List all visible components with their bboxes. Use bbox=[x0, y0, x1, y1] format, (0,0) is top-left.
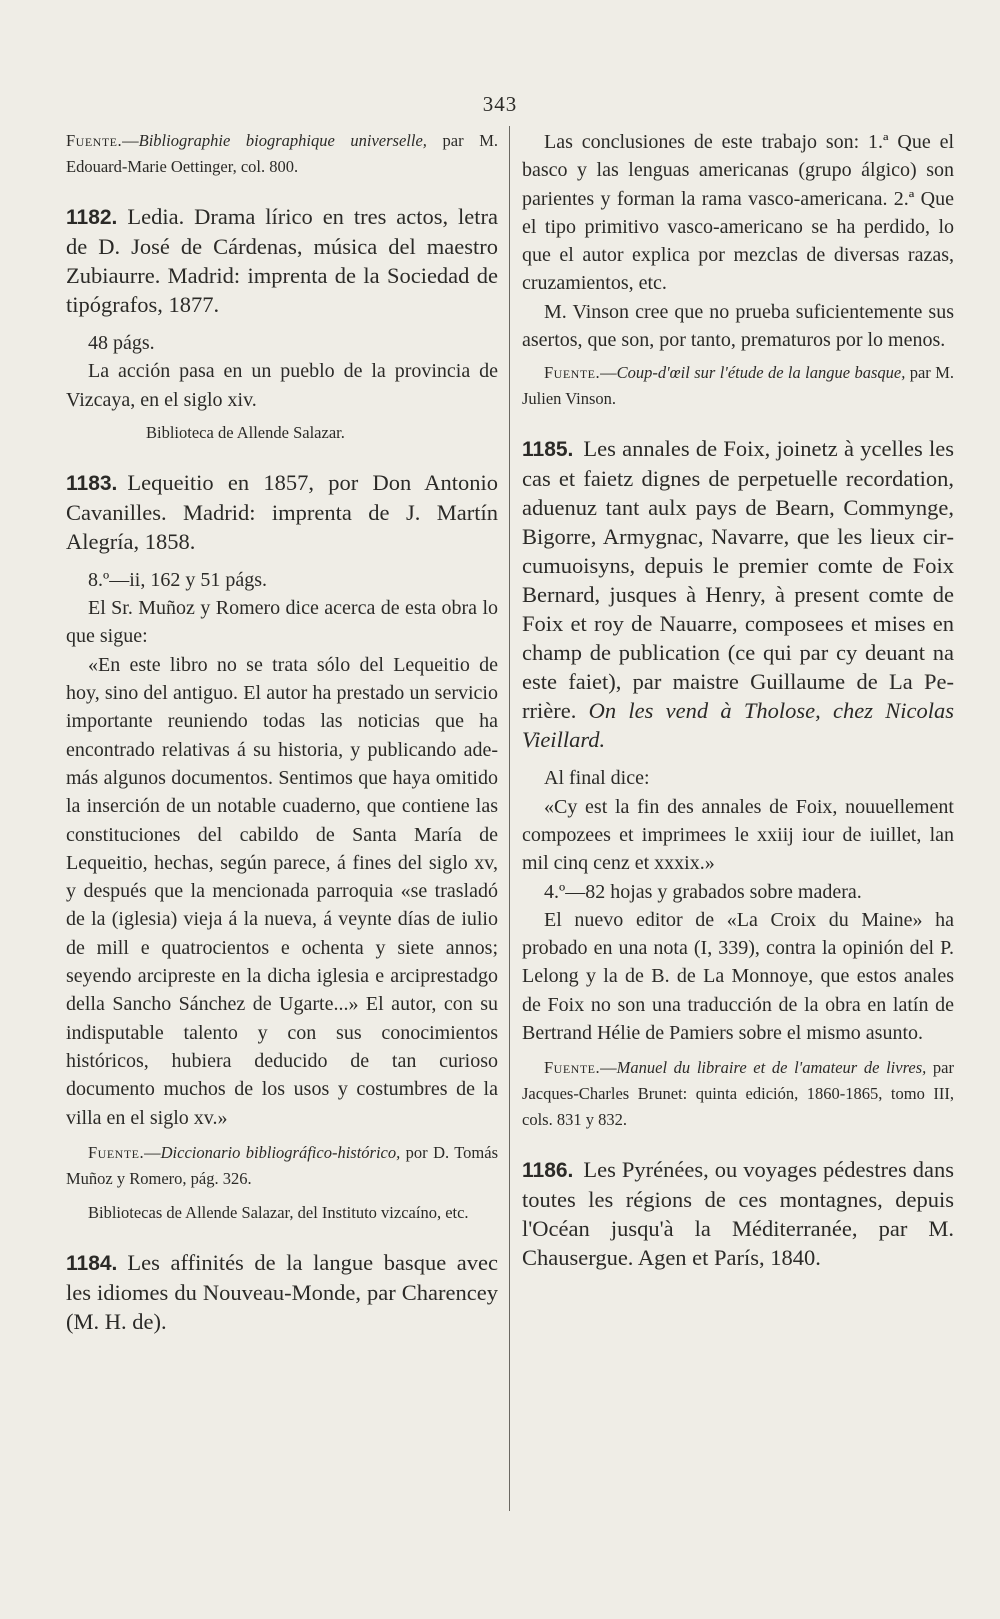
fuente-label: Fuente. bbox=[66, 131, 123, 150]
fuente-rest: par M. Edouard-Marie Oettinger, col. 800. bbox=[66, 131, 498, 176]
fuente-title: Manuel du libraire et de l'amateur de livres, bbox=[616, 1058, 927, 1078]
fuente-note bbox=[522, 1055, 954, 1133]
fuente-title: Coup-d'œil sur l'étude de la langue basque, bbox=[616, 363, 906, 383]
entry-pages: 48 págs. bbox=[88, 332, 155, 354]
fuente-title: Bibliographie biographique universelle, bbox=[138, 131, 427, 150]
library-note: Bibliotecas de Allende Salazar, del Instituto vizcaíno, etc. bbox=[88, 1202, 469, 1222]
fuente-sep: — bbox=[600, 363, 617, 383]
entry-pages: 4.º—82 hojas y grabados sobre madera. bbox=[544, 880, 862, 903]
entry-heading: Lequeitio en 1857, por Don Antonio Cavanilles. Madrid: imprenta de J. Martín Alegría, 1858. bbox=[66, 469, 498, 554]
fuente-note bbox=[66, 1140, 498, 1192]
vinson-paragraph: M. Vinson cree que no prueba suficientemente sus asertos, que son, por tanto, prematuros por lo menos. bbox=[522, 300, 954, 352]
fuente-label: Fuente. bbox=[88, 1142, 145, 1162]
fuente-sep: — bbox=[600, 1058, 617, 1078]
fuente-label: Fuente. bbox=[544, 1058, 601, 1078]
entry-number: 1185. bbox=[522, 438, 574, 462]
entry-1182 bbox=[66, 202, 498, 319]
entry-pages: 8.º—ii, 162 y 51 págs. bbox=[88, 568, 267, 591]
column-divider bbox=[509, 126, 510, 1511]
entry-heading: Les Pyrénées, ou voyages pédestres dans toutes les régions de ces montagnes, depuis l'Océan jusqu'à la Méditerranée, par M. Chausergue. Agen et París, 1840. bbox=[522, 1157, 954, 1271]
entry-number: 1182. bbox=[66, 206, 118, 229]
entry-1183 bbox=[66, 468, 498, 556]
entry-editor-note: El nuevo editor de «La Croix du Maine» ha probado en una nota (I, 339), contra la opinión del P. Lelong y la de B. de La Monnoye, que estos anales de Foix no son una traducción de la obra en latín de Bertrand Hélie de Pamiers sobre el mismo asunto. bbox=[522, 908, 954, 1045]
entry-number: 1186. bbox=[522, 1159, 574, 1183]
fuente-note bbox=[522, 360, 954, 412]
entry-final-quote: «Cy est la fin des annales de Foix, nouuellement compozees et imprimees le xxiij iour de iuillet, lan mil cinq cenz et xxxix.» bbox=[522, 795, 954, 875]
fuente-rest: par M. Julien Vinson. bbox=[522, 363, 954, 409]
library-note: Biblioteca de Allende Salazar. bbox=[146, 422, 345, 442]
fuente-title: Diccionario bibliográfico-histórico, bbox=[160, 1142, 401, 1162]
entry-1186 bbox=[522, 1155, 954, 1272]
entry-final-intro: Al final dice: bbox=[544, 767, 650, 790]
fuente-sep: — bbox=[144, 1142, 161, 1162]
fuente-note bbox=[66, 128, 498, 180]
entry-heading: Ledia. Drama lírico en tres actos, letra de D. José de Cárdenas, música del maestro Zubiaurre. Madrid: imprenta de la Sociedad de tipógrafos, 1877. bbox=[66, 204, 498, 317]
entry-intro: El Sr. Muñoz y Romero dice acerca de esta obra lo que sigue: bbox=[66, 597, 498, 648]
entry-number: 1184. bbox=[66, 1251, 118, 1275]
conclusions-paragraph: Las conclusiones de este trabajo son: 1.ª Que el basco y las lenguas americanas (grupo álgico) son parientes y forman la rama vasco-americana. 2.ª Que el tipo primitivo vasco-americano se ha perdido, lo que el autor explica por mezclas de diversas razas, cruzamientos, etc. bbox=[522, 131, 954, 295]
entry-heading: Les annales de Foix, joinetz à ycelles les cas et faietz dignes de perpetuelle recordation, aduenuz tant aulx pays de Bearn, Commynge, Bigorre, Armygnac, Navarre, que les lieux circumuoisyns, depuis le premier comte de Foix Bernard, jusques à Henry, à present comte de Foix et roy de Nauarre, composees et mises en champ de publication (ce qui par cy deuant na este faiet), par maistre Guillaume de La Perrière. bbox=[522, 436, 954, 724]
entry-heading-italic: On les vend à Tholose, chez Nicolas Vieillard. bbox=[522, 698, 954, 753]
right-column bbox=[522, 128, 954, 1272]
fuente-label: Fuente. bbox=[544, 363, 601, 383]
fuente-rest: por D. Tomás Muñoz y Romero, pág. 326. bbox=[66, 1142, 498, 1188]
entry-1185 bbox=[522, 434, 954, 754]
fuente-sep: — bbox=[122, 131, 139, 150]
entry-heading: Les affinités de la langue basque avec les idiomes du Nouveau-Monde, par Charencey (M. H. de). bbox=[66, 1249, 498, 1334]
page-number: 343 bbox=[482, 92, 518, 116]
left-column bbox=[66, 128, 498, 1336]
fuente-rest: par Jacques-Charles Brunet: quinta edición, 1860-1865, tomo III, cols. 831 y 832. bbox=[522, 1058, 954, 1130]
entry-1184 bbox=[66, 1248, 498, 1336]
entry-description: La acción pasa en un pueblo de la provincia de Vizcaya, en el siglo xiv. bbox=[66, 360, 498, 411]
entry-number: 1183. bbox=[66, 471, 118, 495]
entry-quote: «En este libro no se trata sólo del Lequeitio de hoy, sino del antiguo. El autor ha prestado un servicio importante reuniendo todas las noticias que ha encontrado relativas á su historia, y publicando además algunos documentos. Sentimos que haya omitido la inserción de un notable cuaderno, que contiene las constituciones del cabildo de Santa María de Lequeitio, hechas, según parece, á fines del siglo xv, y después que la mencionada parroquia «se trasladó de la (iglesia) vieja á la nueva, á veynte días de iulio de mill e quatrocientos e ochenta y siete annos; seyendo arcipreste en la dicha iglesia e arciprestadgo della Sancho Sánchez de Ugarte...» El autor, con su indisputable talento y con sus conocimientos históricos, hubiera deducido de tan curioso documento muchos de los usos y costumbres de la villa en el siglo xv.» bbox=[66, 653, 498, 1129]
